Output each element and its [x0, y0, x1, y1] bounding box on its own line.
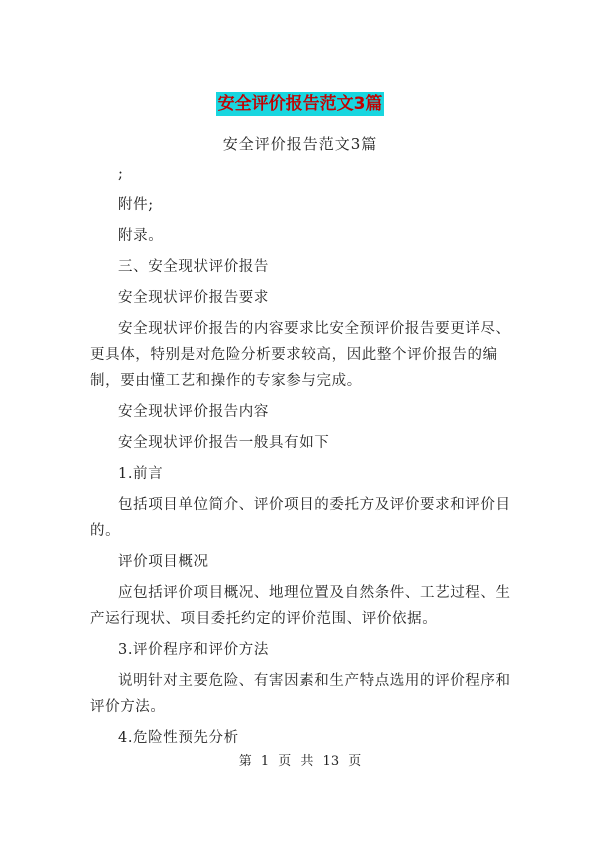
subheading-requirements: 安全现状评价报告要求	[118, 290, 269, 306]
title-container	[0, 92, 600, 116]
paragraph-semicolon: ;	[118, 166, 124, 182]
item-preface: 1.前言	[118, 466, 164, 482]
paragraph-requirements-body: 安全现状评价报告的内容要求比安全预评价报告要更详尽、更具体，特别是对危险分析要求较高，因此整个评价报告的编制，要由懂工艺和操作的专家参与完成。	[90, 321, 511, 389]
section-heading-3: 三、安全现状评价报告	[118, 259, 269, 275]
item-project-overview: 评价项目概况	[118, 554, 209, 570]
paragraph-appendix: 附录。	[118, 228, 164, 244]
paragraph-preface-body: 包括项目单位简介、评价项目的委托方及评价要求和评价目的。	[90, 497, 511, 539]
document-subtitle: 安全评价报告范文3篇	[222, 135, 378, 153]
item-risk-analysis: 4.危险性预先分析	[118, 730, 239, 746]
document-title: 安全评价报告范文3篇	[217, 94, 383, 114]
paragraph-overview-body: 应包括评价项目概况、地理位置及自然条件、工艺过程、生产运行现状、项目委托约定的评价范围、评价依据。	[90, 585, 511, 627]
subheading-content: 安全现状评价报告内容	[118, 404, 269, 420]
page-footer: 第 1 页 共 13 页	[238, 754, 362, 769]
paragraph-content-intro: 安全现状评价报告一般具有如下	[118, 435, 330, 451]
item-procedure-method: 3.评价程序和评价方法	[118, 642, 269, 658]
paragraph-procedure-body: 说明针对主要危险、有害因素和生产特点选用的评价程序和评价方法。	[90, 673, 511, 715]
document-body	[90, 161, 520, 751]
paragraph-attachment: 附件;	[118, 197, 154, 213]
